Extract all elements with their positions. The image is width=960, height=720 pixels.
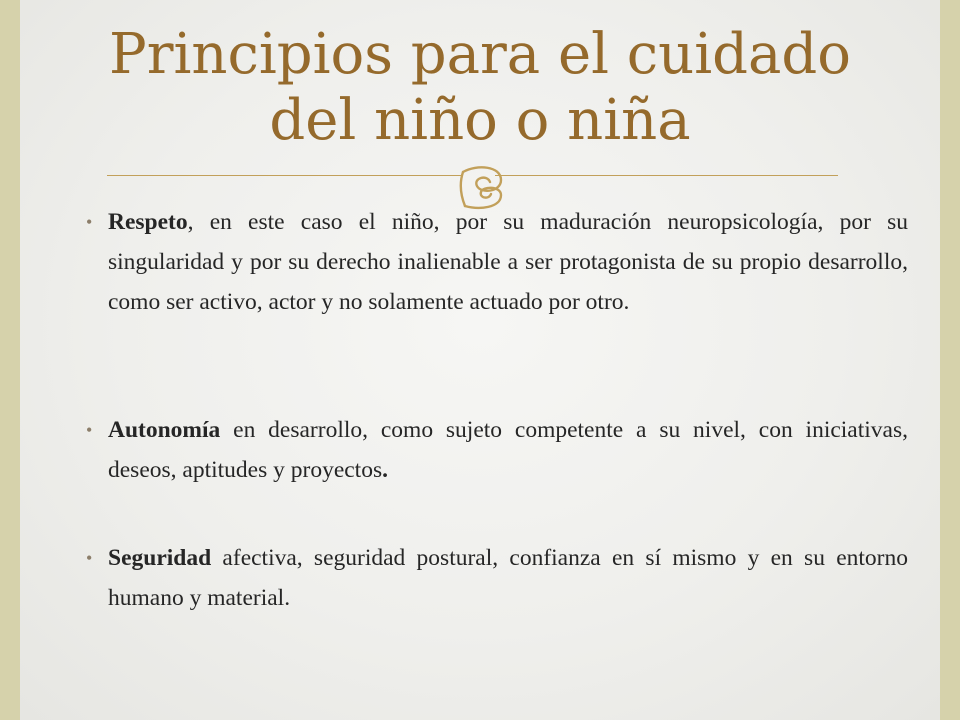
bullet-dot-icon: •: [86, 212, 93, 232]
title-divider-left: [107, 175, 462, 176]
bullet-end-mark: .: [382, 457, 388, 483]
slide-title: [20, 22, 940, 154]
bullet-text: , en este caso el niño, por su maduración neuropsicología, por su singularidad y por su derecho inalienable a ser protagonista de su propio desarrollo, como ser activo, actor y no solamente actuado por otro.: [108, 209, 908, 315]
title-line-2: del niño o niña: [269, 88, 691, 153]
bullet-text: afectiva, seguridad postural, confianza en sí mismo y en su entorno humano y material.: [108, 545, 908, 611]
bullet-text: en desarrollo, como sujeto competente a su nivel, con iniciativas, deseos, aptitudes y proyectos: [108, 417, 908, 483]
bullet-item-respeto: [86, 202, 908, 322]
bullet-dot-icon: •: [86, 548, 93, 568]
title-line-1: Principios para el cuidado: [109, 22, 851, 87]
title-divider-right: [495, 175, 838, 176]
bullet-term: Respeto: [108, 209, 188, 235]
bullet-term: Autonomía: [108, 417, 221, 443]
bullet-dot-icon: •: [86, 420, 93, 440]
bullet-item-seguridad: [86, 538, 908, 618]
bullet-item-autonomia: [86, 410, 908, 490]
slide: [20, 0, 940, 720]
bullet-term: Seguridad: [108, 545, 212, 571]
